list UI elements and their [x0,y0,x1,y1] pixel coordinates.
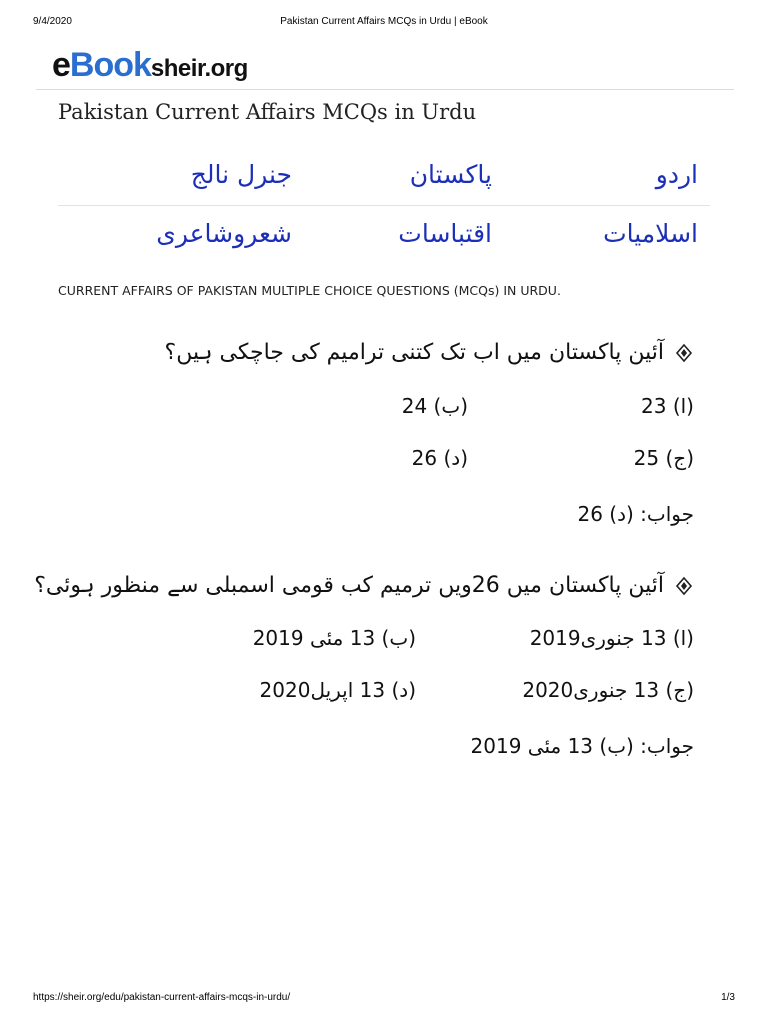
question-2 [34,573,694,598]
question-1-option-d: (د) 26 [411,446,468,470]
print-date: 9/4/2020 [33,16,72,27]
diamond-bullet-icon [674,576,694,596]
nav-link-quotes[interactable]: اقتباسات [398,219,492,248]
nav-link-urdu[interactable]: اردو [655,160,698,189]
print-header [0,16,768,30]
nav-link-pakistan[interactable]: پاکستان [409,160,492,189]
print-footer [0,992,768,1006]
page-title: Pakistan Current Affairs MCQs in Urdu [58,100,477,124]
question-2-option-a: (ا) 13 جنوری2019 [529,626,694,650]
logo-e: e [52,46,70,84]
print-page-number: 1/3 [721,992,735,1003]
site-logo[interactable] [52,46,248,86]
print-page-title: Pakistan Current Affairs MCQs in Urdu | eBook [280,16,488,27]
question-2-option-d: (د) 13 اپریل2020 [259,678,416,702]
nav-link-general-knowledge[interactable]: جنرل نالج [190,160,292,189]
question-1-option-b: (ب) 24 [401,394,468,418]
question-1-option-a: (ا) 23 [641,394,694,418]
logo-book: Book [69,46,151,84]
question-2-option-b: (ب) 13 مئی 2019 [252,626,416,650]
question-2-answer: جواب: (ب) 13 مئی 2019 [470,734,694,758]
logo-domain: sheir.org [150,55,248,82]
question-2-text: آئین پاکستان میں 26ویں ترمیم کب قومی اسمبلی سے منظور ہوئی؟ [34,573,664,598]
question-1-answer: جواب: (د) 26 [577,502,694,526]
nav-divider [58,205,710,206]
question-1-text: آئین پاکستان میں اب تک کتنی ترامیم کی جاچکی ہیں؟ [164,340,664,365]
print-url: https://sheir.org/edu/pakistan-current-affairs-mcqs-in-urdu/ [33,992,291,1003]
header-divider [36,89,734,90]
diamond-bullet-icon [674,343,694,363]
intro-text: CURRENT AFFAIRS OF PAKISTAN MULTIPLE CHOICE QUESTIONS (MCQs) IN URDU. [58,283,561,298]
nav-link-islamiat[interactable]: اسلامیات [603,219,698,248]
question-1 [165,340,694,365]
nav-link-poetry[interactable]: شعروشاعری [156,219,292,248]
question-2-option-c: (ج) 13 جنوری2020 [522,678,694,702]
question-1-option-c: (ج) 25 [633,446,694,470]
